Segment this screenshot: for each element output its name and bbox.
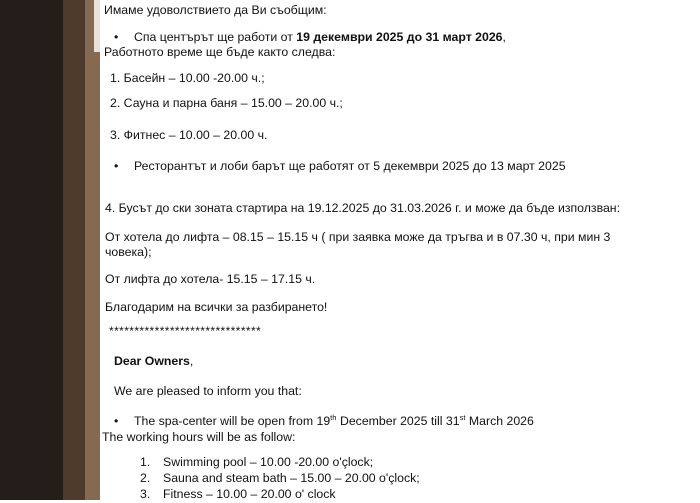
bg-bus-to-lift-line1: От хотела до лифта – 08.15 – 15.15 ч ( при заявка може да тръгва и в 07.30 ч, при мин 3 bbox=[105, 230, 611, 244]
en-intro-paragraph: We are pleased to inform you that: bbox=[114, 384, 302, 398]
bg-list-item-sauna: 2. Сауна и парна баня – 15.00 – 20.00 ч.; bbox=[110, 96, 343, 110]
en-greeting-comma: , bbox=[189, 354, 194, 368]
gutter-band-light bbox=[85, 0, 100, 500]
en-list-item-fitness bbox=[140, 487, 336, 503]
bg-bullet-restaurant-text: Ресторантът и лоби барът ще работят от 5 декември 2025 до 13 март 2025 bbox=[134, 159, 566, 173]
en-list-text-1: Swimming pool – 10.00 -20.00 o'çlock; bbox=[163, 455, 374, 469]
en-greeting-bold: Dear Owners bbox=[114, 354, 190, 368]
en-working-hours-lead: The working hours will be as follow: bbox=[102, 430, 296, 444]
bg-bus-to-lift-line2: човека); bbox=[105, 245, 152, 259]
bg-spa-bold-dates: 19 декември 2025 до 31 март 2026 bbox=[296, 30, 503, 44]
bg-spa-text-before: Спа центърът ще работи от bbox=[134, 30, 297, 44]
bg-bullet-spa bbox=[114, 30, 506, 46]
gutter-band-medium bbox=[63, 0, 85, 500]
bg-list-item-pool: 1. Басейн – 10.00 -20.00 ч.; bbox=[110, 71, 265, 85]
en-spa-part2: December 2025 till 31 bbox=[336, 414, 460, 428]
en-bullet-spa-text bbox=[134, 414, 534, 430]
en-spa-superscript-st: st bbox=[459, 412, 466, 422]
document-page bbox=[100, 0, 700, 500]
en-list-item-pool bbox=[140, 455, 373, 471]
bg-bus-from-lift: От лифта до хотела- 15.15 – 17.15 ч. bbox=[105, 272, 316, 286]
bg-spa-text-after: , bbox=[502, 30, 506, 44]
en-list-index-1: 1. bbox=[140, 455, 151, 469]
en-bullet-spa bbox=[114, 414, 534, 430]
bg-bus-intro: 4. Бусът до ски зоната стартира на 19.12.2025 до 31.03.2026 г. и може да бъде използван: bbox=[105, 201, 621, 215]
page-gutter-decoration bbox=[0, 0, 100, 500]
bg-bullet-restaurant bbox=[114, 159, 566, 175]
en-spa-part3: March 2026 bbox=[465, 414, 534, 428]
en-list-text-3: Fitness – 10.00 – 20.00 o' clock bbox=[163, 487, 336, 501]
bg-bullet-spa-text bbox=[134, 30, 506, 46]
bullet-icon: • bbox=[114, 414, 119, 428]
bullet-icon: • bbox=[114, 30, 119, 44]
en-list-item-sauna bbox=[140, 471, 420, 487]
en-greeting bbox=[114, 354, 193, 370]
en-list-text-2: Sauna and steam bath – 15.00 – 20.00 o'çlock; bbox=[163, 471, 420, 485]
en-list-index-3: 3. bbox=[140, 487, 151, 501]
gutter-band-dark bbox=[0, 0, 63, 500]
en-list-index-2: 2. bbox=[140, 471, 151, 485]
section-separator: ****************************** bbox=[109, 324, 262, 338]
bg-working-hours-lead: Работното време ще бъде както следва: bbox=[104, 45, 336, 59]
bg-list-item-fitness: 3. Фитнес – 10.00 – 20.00 ч. bbox=[110, 128, 268, 142]
bullet-icon: • bbox=[114, 159, 119, 173]
en-spa-part1: The spa-center will be open from 19 bbox=[134, 414, 331, 428]
bg-thanks: Благодарим на всички за разбирането! bbox=[105, 300, 328, 314]
bg-intro-paragraph: Имаме удоволствието да Ви съобщим: bbox=[104, 3, 327, 17]
en-spa-superscript-th: th bbox=[330, 412, 337, 422]
